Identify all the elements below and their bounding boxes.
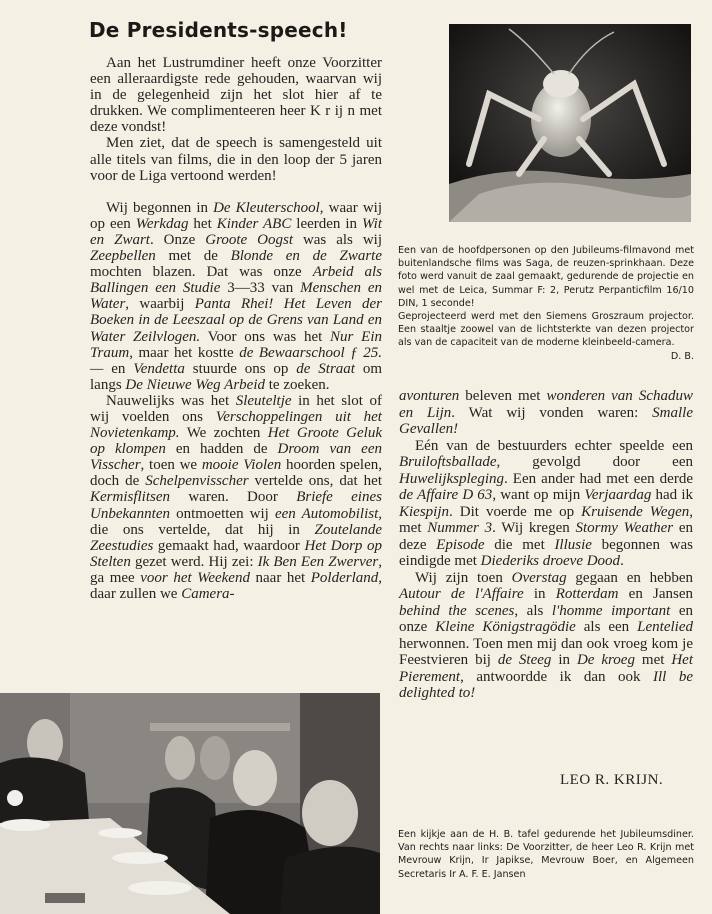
article-paragraph [399, 570, 693, 702]
body-text: in [551, 652, 577, 668]
article-paragraph [90, 393, 382, 602]
film-title-text: Illusie [554, 536, 592, 553]
article-title: De Presidents-speech! [89, 18, 348, 42]
body-text: als een [575, 619, 638, 635]
body-text: We zochten [179, 425, 268, 442]
film-title-text: de Straat [296, 360, 355, 377]
film-title-text: Werkdag [135, 215, 189, 232]
body-text: in het slot of wij voelden ons [90, 392, 382, 425]
body-text: . Een ander had met een derde [504, 470, 693, 487]
dinner-photo-caption [398, 828, 694, 881]
caption-paragraph: Een kijkje aan de H. B. tafel gedurende het Jubileumsdiner. Van rechts naar links: De Voorzitter, de heer Leo R. Krijn met Mevrouw Krijn, Ir Japikse, Mevrouw Boer, en Algemeen Secretaris Ir A. F. E. Jansen [398, 829, 694, 880]
film-title-text: Sleuteltje [235, 392, 292, 409]
film-title-text: Diederiks droeve Dood [480, 553, 621, 569]
body-text: gegaan en hebben [566, 569, 693, 586]
film-title-text: Briefe eines Unbekannten [90, 489, 382, 522]
body-text: . Dit voerde me op [449, 503, 582, 520]
body-text: , antwoordde ik dan ook [460, 668, 653, 685]
body-text: . Onze [149, 231, 206, 248]
film-title-text: behind the scenes [399, 602, 515, 619]
film-title-text: Menschen en Water [90, 280, 382, 313]
article-paragraph [399, 388, 693, 438]
film-title-text: de Affaire D 63 [399, 487, 493, 503]
body-text: die met [484, 536, 555, 553]
body-text: leerden in [291, 215, 362, 232]
caption-initials: D. B. [670, 350, 694, 362]
film-title-text: Ik Ben Een Zwerver [257, 553, 379, 570]
body-text: en deze [399, 520, 693, 553]
body-text: en hadden de [165, 441, 278, 458]
body-text: , die ons vertelde, dat hij in [90, 505, 382, 538]
film-title-text: Kinder ABC [216, 215, 292, 232]
body-text: met [634, 652, 672, 668]
left-column-text [90, 55, 382, 602]
film-title-text: mooie Violen [201, 457, 282, 474]
film-title-text: Panta Rhei! Het Leven der Boeken in de Leeszaal op de Grens van Land en Water Zeilvlogen. [90, 296, 382, 345]
film-title-text: Huwelijkspleging [399, 470, 504, 487]
film-title-text: Overstag [511, 569, 567, 586]
film-title-text: Stormy Weather [575, 520, 674, 536]
film-title-text: Polderland [310, 569, 379, 586]
body-text: en [103, 360, 134, 377]
film-title-text: Arbeid als Ballingen een Studie [90, 264, 382, 297]
body-text: , als [514, 602, 552, 619]
body-text: had ik [651, 487, 693, 503]
article-paragraph [90, 55, 382, 135]
film-title-text: Schelpenvisscher [145, 473, 249, 490]
film-title-text: Nur Ein Traum [90, 328, 382, 361]
film-title-text: Het Pierement [399, 652, 694, 685]
body-text: , met [399, 503, 693, 536]
body-text: Wij zijn toen [415, 569, 512, 586]
film-title-text: De Kleuterschool [213, 199, 320, 216]
body-text: met de [155, 248, 231, 265]
body-text: , gevolgd door een [496, 454, 693, 470]
film-title-text: de Steeg [497, 652, 552, 668]
film-title-text: De kroeg [576, 652, 635, 668]
film-title-text: Camera- [181, 586, 235, 602]
body-text: 3—33 van [220, 280, 301, 297]
grasshopper-photo [449, 24, 691, 222]
author-signature: LEO R. KRIJN. [560, 772, 664, 788]
body-text: , toen we [140, 457, 202, 474]
body-text: begonnen was eindigde met [399, 536, 693, 569]
film-title-text: Groote Oogst [205, 231, 293, 248]
film-title-text: Droom van een Visscher [90, 441, 382, 474]
body-text: Aan het Lustrumdiner heeft onze Voorzitter een alleraardigste rede gehouden, waarvan wij in de gelegenheid zijn het slot hier af te drukken. We complimenteeren heer K r ij n met deze vondst! [90, 55, 382, 136]
body-text: , waar wij op een [90, 199, 382, 232]
body-text: beleven met [459, 388, 547, 404]
film-title-text: Zeepbellen [90, 248, 156, 265]
article-paragraph [399, 438, 693, 570]
body-text: waren. Door [170, 489, 297, 506]
film-title-text: avonturen [399, 388, 460, 404]
film-title-text: Rotterdam [555, 586, 619, 602]
film-title-text: Verjaardag [584, 487, 652, 503]
film-title-text: De Nieuwe Weg Arbeid [125, 376, 265, 393]
body-text: mochten blazen. Dat was onze [90, 264, 313, 281]
film-title-text: Ill be delighted to! [399, 668, 693, 701]
body-text: en onze [399, 602, 693, 635]
body-text: en Jansen [618, 586, 693, 602]
grasshopper-photo-caption [398, 244, 694, 363]
body-text: . Wat wij vonden waren: [451, 404, 653, 421]
body-text: het [188, 215, 217, 232]
film-title-text: wonderen van Schaduw en Lijn [399, 388, 694, 421]
caption-paragraph: Een van de hoofdpersonen op den Jubileums-filmavond met buitenlandsche films was Saga, de reuzen-sprinkhaan. Deze foto werd vanuit de zaal gemaakt, gedurende de projectie en wel met de Leica, Summar F: 2, Perutz Perpanticfilm 16/10 DIN, 1 seconde! [398, 245, 694, 309]
body-text: , maar het kostte [129, 344, 240, 361]
film-title-text: l'homme important [551, 602, 671, 619]
body-text: . Wij kregen [492, 520, 576, 536]
film-title-text: Het Dorp op Stelten [90, 537, 383, 570]
film-title-text: Kiespijn [399, 503, 450, 520]
body-text: , want op mijn [492, 487, 585, 503]
film-title-text: Blonde en de Zwarte [230, 248, 382, 265]
film-title-text: een Automobilist [274, 505, 379, 522]
body-text: gezet werd. Hij zei: [130, 553, 258, 570]
film-title-text: voor het Weekend [140, 569, 250, 586]
right-column-text [399, 388, 693, 702]
body-text: hoorden spelen, doch de [90, 457, 382, 490]
film-title-text: Zoutelande Zeestudies [90, 521, 382, 554]
film-title-text: Het Groote Geluk op klompen [90, 425, 382, 458]
caption-paragraph: Geprojecteerd werd met den Siemens Groszraum projector. Een staaltje zoowel van de lichtsterkte van dezen projector als van de capaciteit van de moderne kleinbeeld-camera. [398, 311, 694, 349]
film-title-text: Wit en Zwart [90, 215, 382, 248]
film-title-text: Verschoppelingen uit het Novietenkamp. [90, 408, 382, 442]
film-title-text: Nummer 3 [427, 520, 493, 536]
body-text: was als wij [293, 231, 382, 248]
film-title-text: Bruiloftsballade [399, 454, 497, 470]
body-text: Voor ons was het [200, 328, 331, 345]
body-text: te zoeken. [265, 376, 330, 393]
body-text: , waarbij [125, 296, 195, 313]
body-text: om langs [90, 360, 382, 393]
body-text: Men ziet, dat de speech is samengesteld uit alle titels van films, die in den loop der 5 jaren voor de Liga vertoond werden! [90, 135, 382, 184]
film-title-text: Episode [436, 536, 485, 553]
body-text: , daar zullen we [90, 569, 383, 602]
article-paragraph [90, 200, 382, 393]
body-text: in [523, 586, 556, 602]
body-text: Eén van de bestuurders echter speelde een [415, 437, 693, 454]
body-text: vertelde ons, dat het [248, 473, 382, 490]
body-text: gemaakt had, waardoor [153, 537, 305, 554]
body-text: . [620, 553, 624, 569]
film-title-text: Kleine Königstragödie [435, 619, 576, 635]
body-text: naar het [249, 569, 311, 586]
film-title-text: Kruisende Wegen [581, 503, 690, 520]
article-paragraph [90, 135, 382, 183]
film-title-text: Lentelied [637, 619, 693, 635]
body-text: stuurde ons op [184, 360, 297, 377]
body-text: Nauwelijks was het [106, 392, 236, 409]
dinner-table-photo [0, 693, 380, 914]
film-title-text: Vendetta [133, 360, 185, 377]
body-text: ontmoetten wij [169, 505, 275, 522]
film-title-text: Autour de l'Affaire [399, 586, 524, 602]
body-text: herwonnen. Toen men mij dan ook vroeg kom je Feestvieren bij [399, 635, 693, 668]
body-text: Wij begonnen in [106, 199, 214, 216]
film-title-text: Kermisflitsen [90, 489, 171, 506]
film-title-text: de Bewaarschool ƒ 25.— [90, 344, 383, 377]
film-title-text: Smalle Gevallen! [399, 404, 693, 437]
body-text: , ga mee [90, 553, 382, 586]
